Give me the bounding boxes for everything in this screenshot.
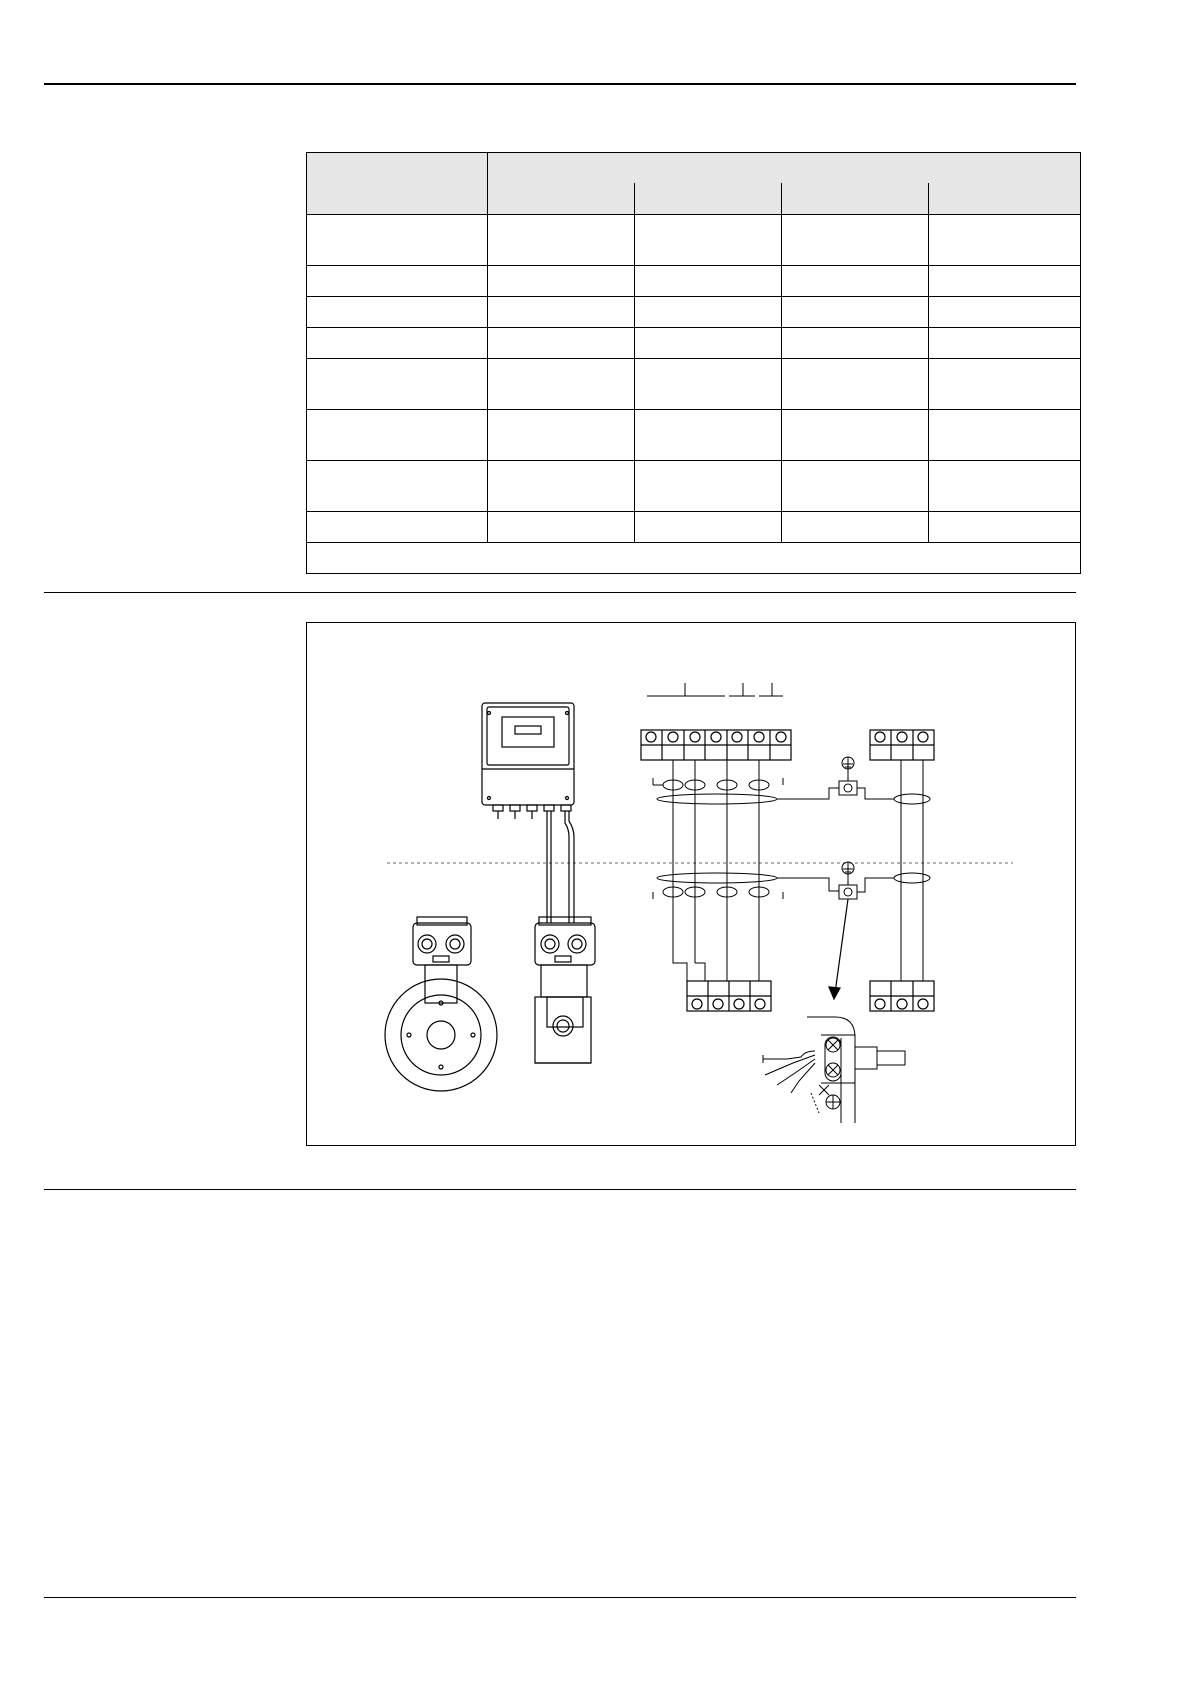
table-cell — [929, 266, 1081, 297]
table-row — [307, 297, 1081, 328]
table-row — [307, 359, 1081, 410]
row-label — [307, 215, 488, 266]
table-cell — [782, 266, 929, 297]
row-label — [307, 461, 488, 512]
table-cell — [929, 512, 1081, 543]
table-cell — [635, 328, 782, 359]
transmitter-terminal-block — [641, 730, 791, 760]
table-cell — [635, 461, 782, 512]
table-cell — [929, 359, 1081, 410]
table-row — [307, 461, 1081, 512]
table-cell — [635, 297, 782, 328]
table-cell — [635, 512, 782, 543]
cable-gland-detail-drawing — [763, 1017, 905, 1123]
table-row — [307, 410, 1081, 461]
ground-terminal — [777, 757, 894, 799]
table-cell — [488, 328, 635, 359]
table-sub-header — [929, 183, 1081, 215]
row-label — [307, 512, 488, 543]
signal-wires — [673, 760, 923, 981]
ground-terminal — [777, 862, 894, 899]
row-label — [307, 328, 488, 359]
table-cell — [782, 512, 929, 543]
wiring-diagram — [307, 623, 1077, 1147]
sensor-terminal-block — [687, 981, 771, 1011]
table-cell — [488, 215, 635, 266]
table-cell — [488, 297, 635, 328]
sensor-front-view-drawing — [385, 917, 497, 1091]
detail-arrow — [829, 899, 848, 999]
connection-cables — [547, 811, 574, 923]
table-cell — [782, 297, 929, 328]
table-group-header — [488, 153, 1081, 184]
row-label — [307, 297, 488, 328]
sensor-side-view-drawing — [535, 917, 595, 1063]
bottom-rule — [44, 1597, 1076, 1598]
table-cell — [488, 461, 635, 512]
table-cell — [488, 410, 635, 461]
row-label — [307, 266, 488, 297]
table-cell — [635, 410, 782, 461]
table-row — [307, 266, 1081, 297]
terminal-group-brackets — [647, 683, 783, 696]
table-row — [307, 328, 1081, 359]
footer-text — [590, 1675, 750, 1683]
table-cell — [782, 410, 929, 461]
table-cell — [635, 359, 782, 410]
table-cell — [929, 297, 1081, 328]
row-label — [307, 410, 488, 461]
table-cell — [488, 512, 635, 543]
table-cell — [782, 359, 929, 410]
table-cell — [929, 461, 1081, 512]
top-rule — [44, 83, 1076, 85]
table-row — [307, 512, 1081, 543]
table-cell — [929, 328, 1081, 359]
table-cell — [488, 359, 635, 410]
transmitter-housing-drawing — [482, 703, 574, 819]
table-row — [307, 215, 1081, 266]
table-cell — [929, 215, 1081, 266]
sensor-coil-terminal-block — [870, 981, 934, 1011]
table-sub-header — [488, 183, 635, 215]
table-footnote-row — [307, 543, 1081, 574]
table-cell — [635, 215, 782, 266]
wiring-diagram-frame — [306, 622, 1076, 1146]
table-corner-header — [307, 153, 488, 215]
table-cell — [635, 266, 782, 297]
transmitter-coil-terminal-block — [870, 730, 934, 760]
table-sub-header — [782, 183, 929, 215]
table-cell — [782, 328, 929, 359]
table-cell — [782, 461, 929, 512]
section-rule — [44, 1189, 1076, 1190]
section-rule — [44, 592, 1076, 593]
spec-table-container — [306, 152, 1080, 567]
table-sub-header — [635, 183, 782, 215]
spec-table — [306, 152, 1081, 574]
table-footnote — [307, 543, 1081, 574]
table-cell — [782, 215, 929, 266]
row-label — [307, 359, 488, 410]
table-cell — [488, 266, 635, 297]
table-cell — [929, 410, 1081, 461]
